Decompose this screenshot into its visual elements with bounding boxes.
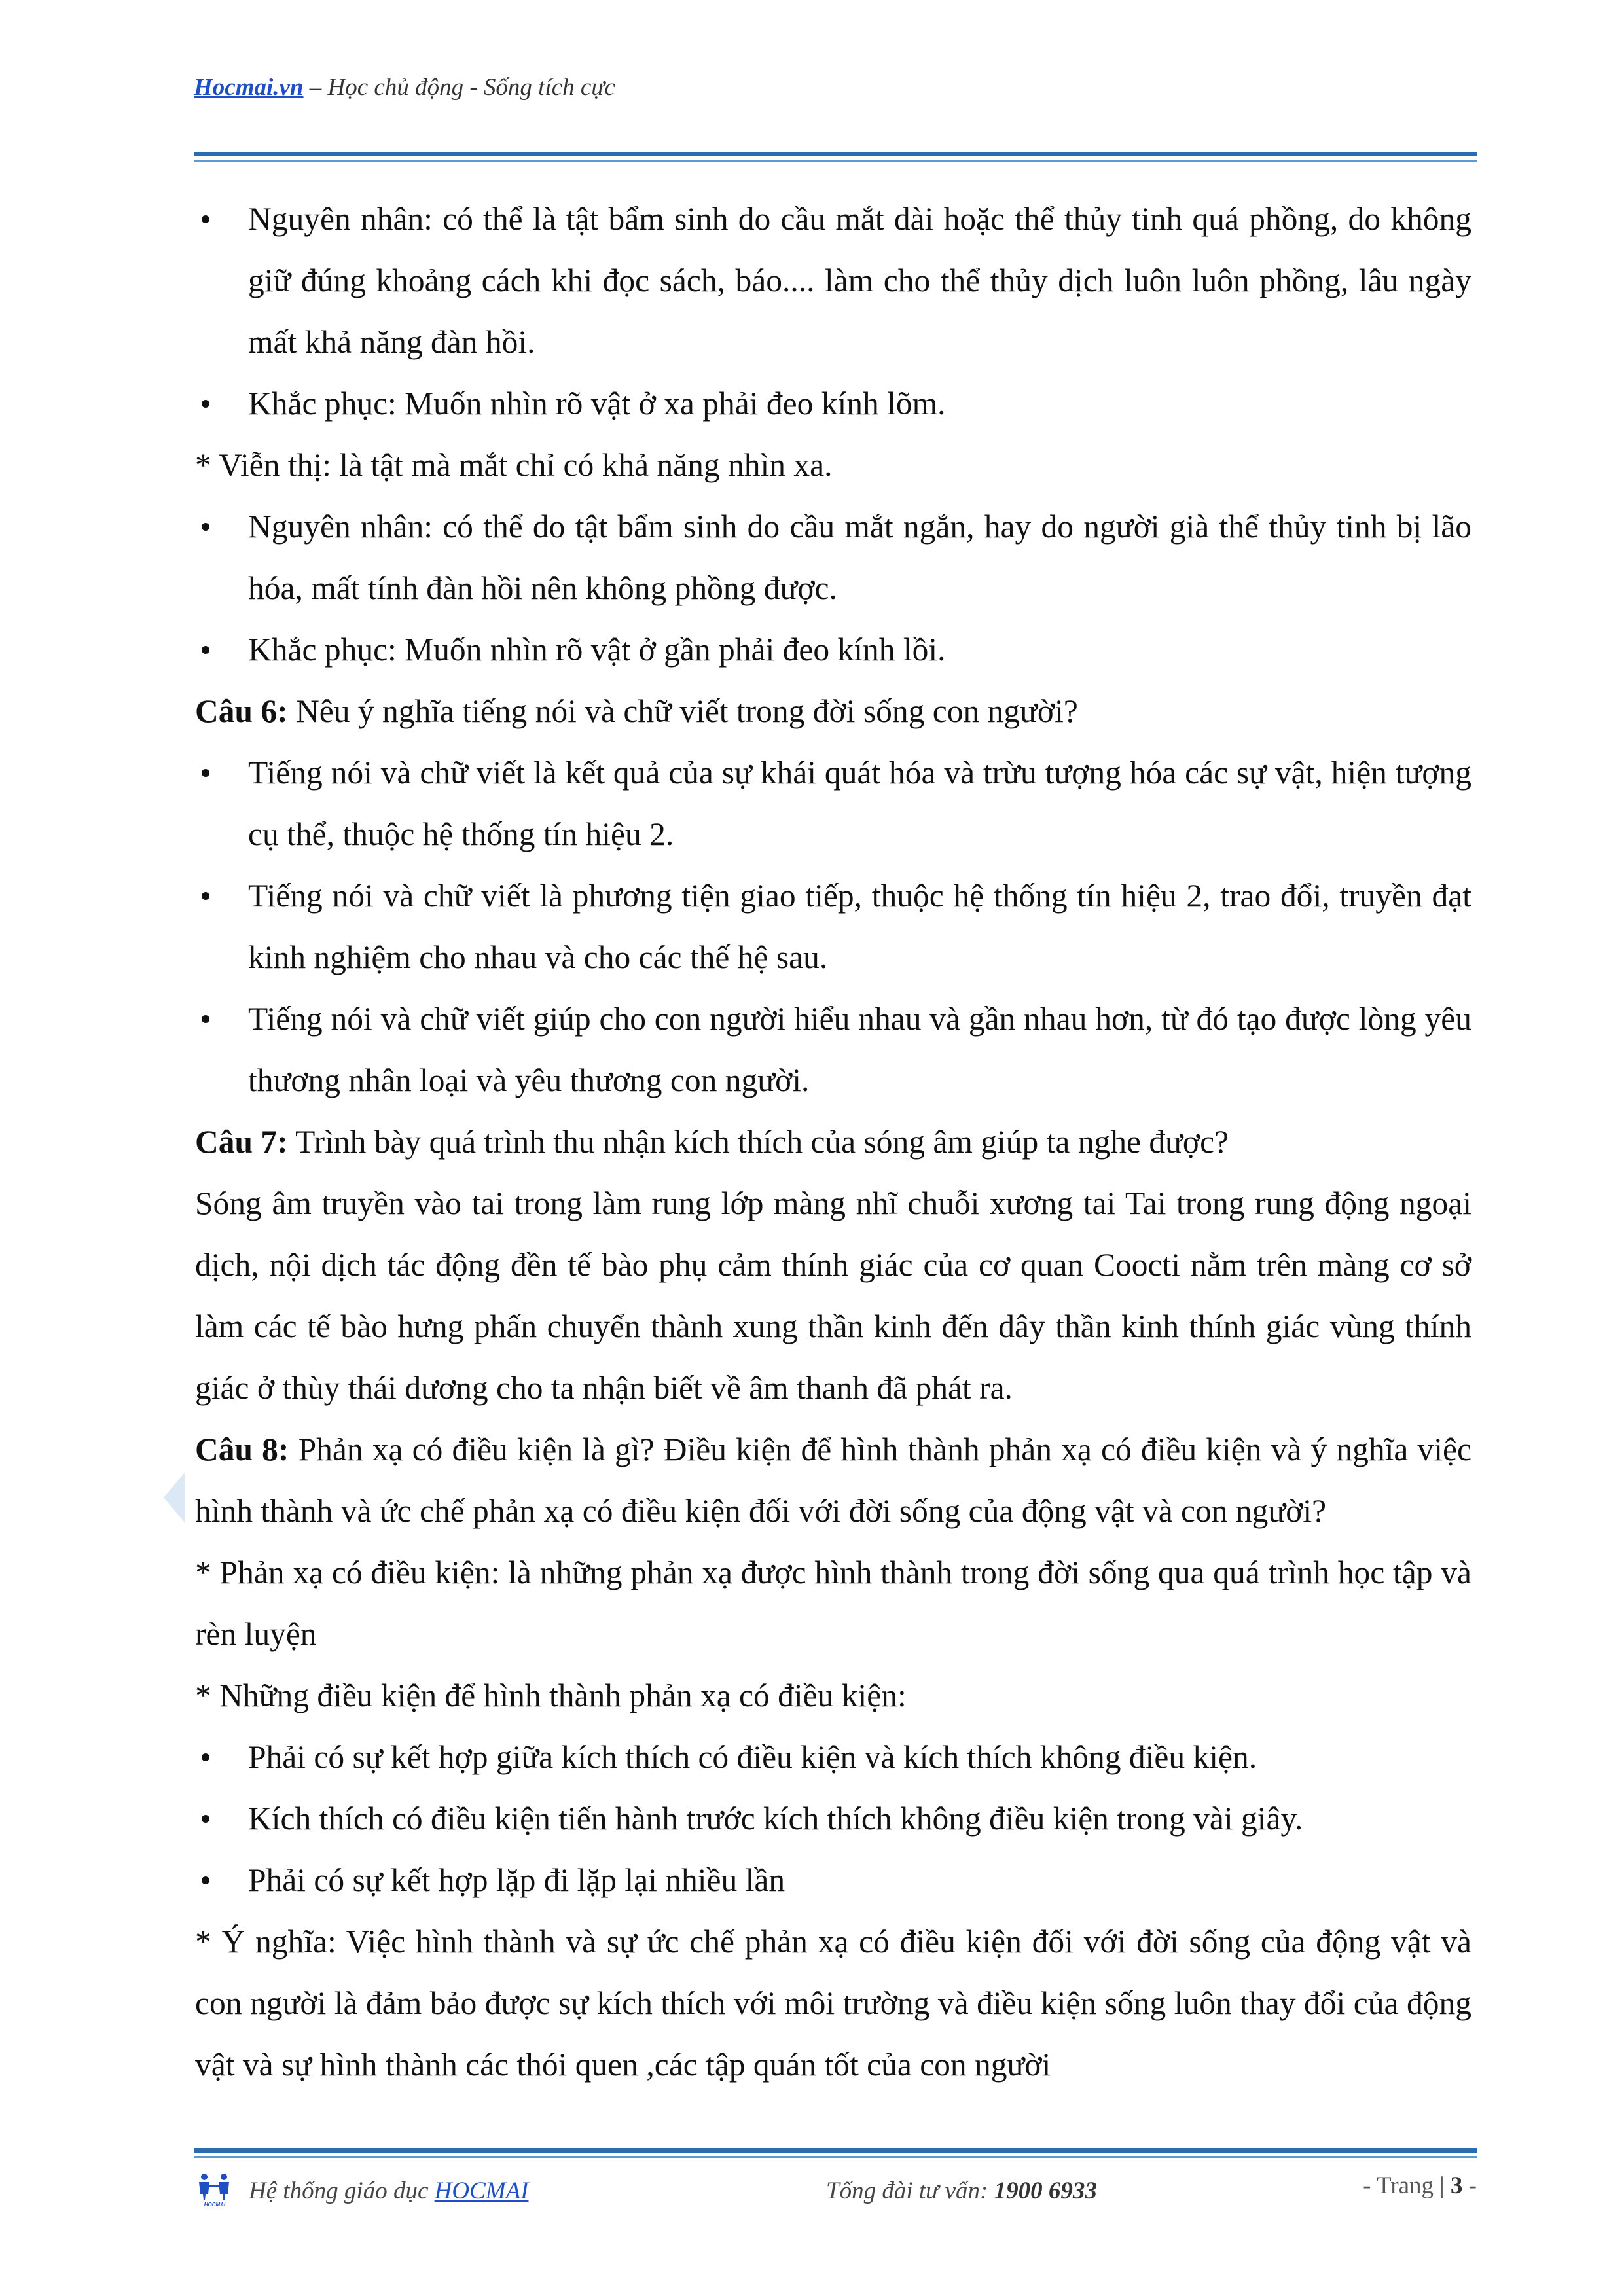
question-label: Câu 6: (195, 693, 288, 729)
header-divider (194, 152, 1477, 162)
bullet-dot-icon (202, 892, 209, 900)
bullet-dot-icon (202, 1015, 209, 1023)
bullet-item: Phải có sự kết hợp giữa kích thích có điều kiện và kích thích không điều kiện. (195, 1727, 1471, 1788)
bullet-item: Tiếng nói và chữ viết là phương tiện giao tiếp, thuộc hệ thống tín hiệu 2, trao đổi, truyền đạt kinh nghiệm cho nhau và cho các thế hệ sau. (195, 865, 1471, 988)
bullet-dot-icon (202, 1753, 209, 1761)
bullet-dot-icon (202, 1876, 209, 1884)
bullet-dot-icon (202, 400, 209, 408)
hocmai-logo-icon (194, 2172, 236, 2207)
bullet-dot-icon (202, 769, 209, 777)
bullet-item: Khắc phục: Muốn nhìn rõ vật ở xa phải đeo kính lõm. (195, 373, 1471, 435)
page-footer (194, 2172, 1477, 2211)
page-header (194, 73, 615, 101)
footer-hotline: Tổng đài tư vấn: 1900 6933 (826, 2178, 1097, 2204)
bullet-dot-icon (202, 215, 209, 223)
bullet-item: Khắc phục: Muốn nhìn rõ vật ở gần phải đeo kính lồi. (195, 619, 1471, 681)
bullet-item: Nguyên nhân: có thể do tật bẩm sinh do cầu mắt ngắn, hay do người già thể thủy tinh bị lão hóa, mất tính đàn hồi nên không phồng được. (195, 496, 1471, 619)
bullet-item: Kích thích có điều kiện tiến hành trước kích thích không điều kiện trong vài giây. (195, 1788, 1471, 1850)
watermark-arrow-icon (164, 1473, 185, 1522)
hotline-number: 1900 6933 (994, 2178, 1097, 2204)
paragraph: * Phản xạ có điều kiện: là những phản xạ được hình thành trong đời sống qua quá trình học tập và rèn luyện (195, 1554, 1471, 1652)
question-7 (195, 1111, 1471, 1173)
bullet-dot-icon (202, 1815, 209, 1823)
footer-divider (194, 2148, 1477, 2158)
site-link[interactable]: Hocmai.vn (194, 74, 304, 101)
question-text: Trình bày quá trình thu nhận kích thích của sóng âm giúp ta nghe được? (287, 1124, 1229, 1160)
question-label: Câu 7: (195, 1124, 288, 1160)
header-tagline: – Học chủ động - Sống tích cực (303, 74, 615, 101)
page-number: - Trang | 3 - (1363, 2172, 1477, 2199)
paragraph: * Những điều kiện để hình thành phản xạ có điều kiện: (195, 1677, 907, 1713)
bullet-item: Tiếng nói và chữ viết là kết quả của sự khái quát hóa và trừu tượng hóa các sự vật, hiện tượng cụ thể, thuộc hệ thống tín hiệu 2. (195, 742, 1471, 865)
question-text: Nêu ý nghĩa tiếng nói và chữ viết trong đời sống con người? (287, 693, 1078, 729)
paragraph: Sóng âm truyền vào tai trong làm rung lớp màng nhĩ chuỗi xương tai Tai trong rung động ngoại dịch, nội dịch tác động đền tế bào phụ cảm thính giác của cơ quan Coocti nằm trên màng cơ sở làm các tế bào hưng phấn chuyển thành xung thần kinh đến dây thần kinh thính giác vùng thính giác ở thùy thái dương cho ta nhận biết về âm thanh đã phát ra. (195, 1185, 1471, 1406)
question-label: Câu 8: (195, 1431, 289, 1467)
footer-org: Hệ thống giáo dục HOCMAI (249, 2178, 529, 2204)
bullet-item: Phải có sự kết hợp lặp đi lặp lại nhiều lần (195, 1850, 1471, 1911)
bullet-dot-icon (202, 523, 209, 531)
question-8 (195, 1419, 1471, 1542)
paragraph: * Viễn thị: là tật mà mắt chỉ có khả năng nhìn xa. (195, 447, 833, 483)
question-text: Phản xạ có điều kiện là gì? Điều kiện để hình thành phản xạ có điều kiện và ý nghĩa việc hình thành và ức chế phản xạ có điều kiện đối với đời sống của động vật và con người? (195, 1431, 1471, 1529)
bullet-dot-icon (202, 646, 209, 654)
paragraph: * Ý nghĩa: Việc hình thành và sự ức chế phản xạ có điều kiện đối với đời sống của động vật và con người là đảm bảo được sự kích thích với môi trường và điều kiện sống luôn thay đổi của động vật và sự hình thành các thói quen ,các tập quán tốt của con người (195, 1924, 1471, 2083)
logo-text: HOCMAI (204, 2202, 226, 2207)
document-body (195, 188, 1471, 2096)
bullet-item: Nguyên nhân: có thể là tật bẩm sinh do cầu mắt dài hoặc thể thủy tinh quá phồng, do không giữ đúng khoảng cách khi đọc sách, báo.... làm cho thể thủy dịch luôn luôn phồng, lâu ngày mất khả năng đàn hồi. (195, 188, 1471, 373)
hocmai-link[interactable]: HOCMAI (434, 2178, 529, 2204)
bullet-item: Tiếng nói và chữ viết giúp cho con người hiểu nhau và gần nhau hơn, từ đó tạo được lòng yêu thương nhân loại và yêu thương con người. (195, 988, 1471, 1111)
question-6 (195, 681, 1471, 742)
